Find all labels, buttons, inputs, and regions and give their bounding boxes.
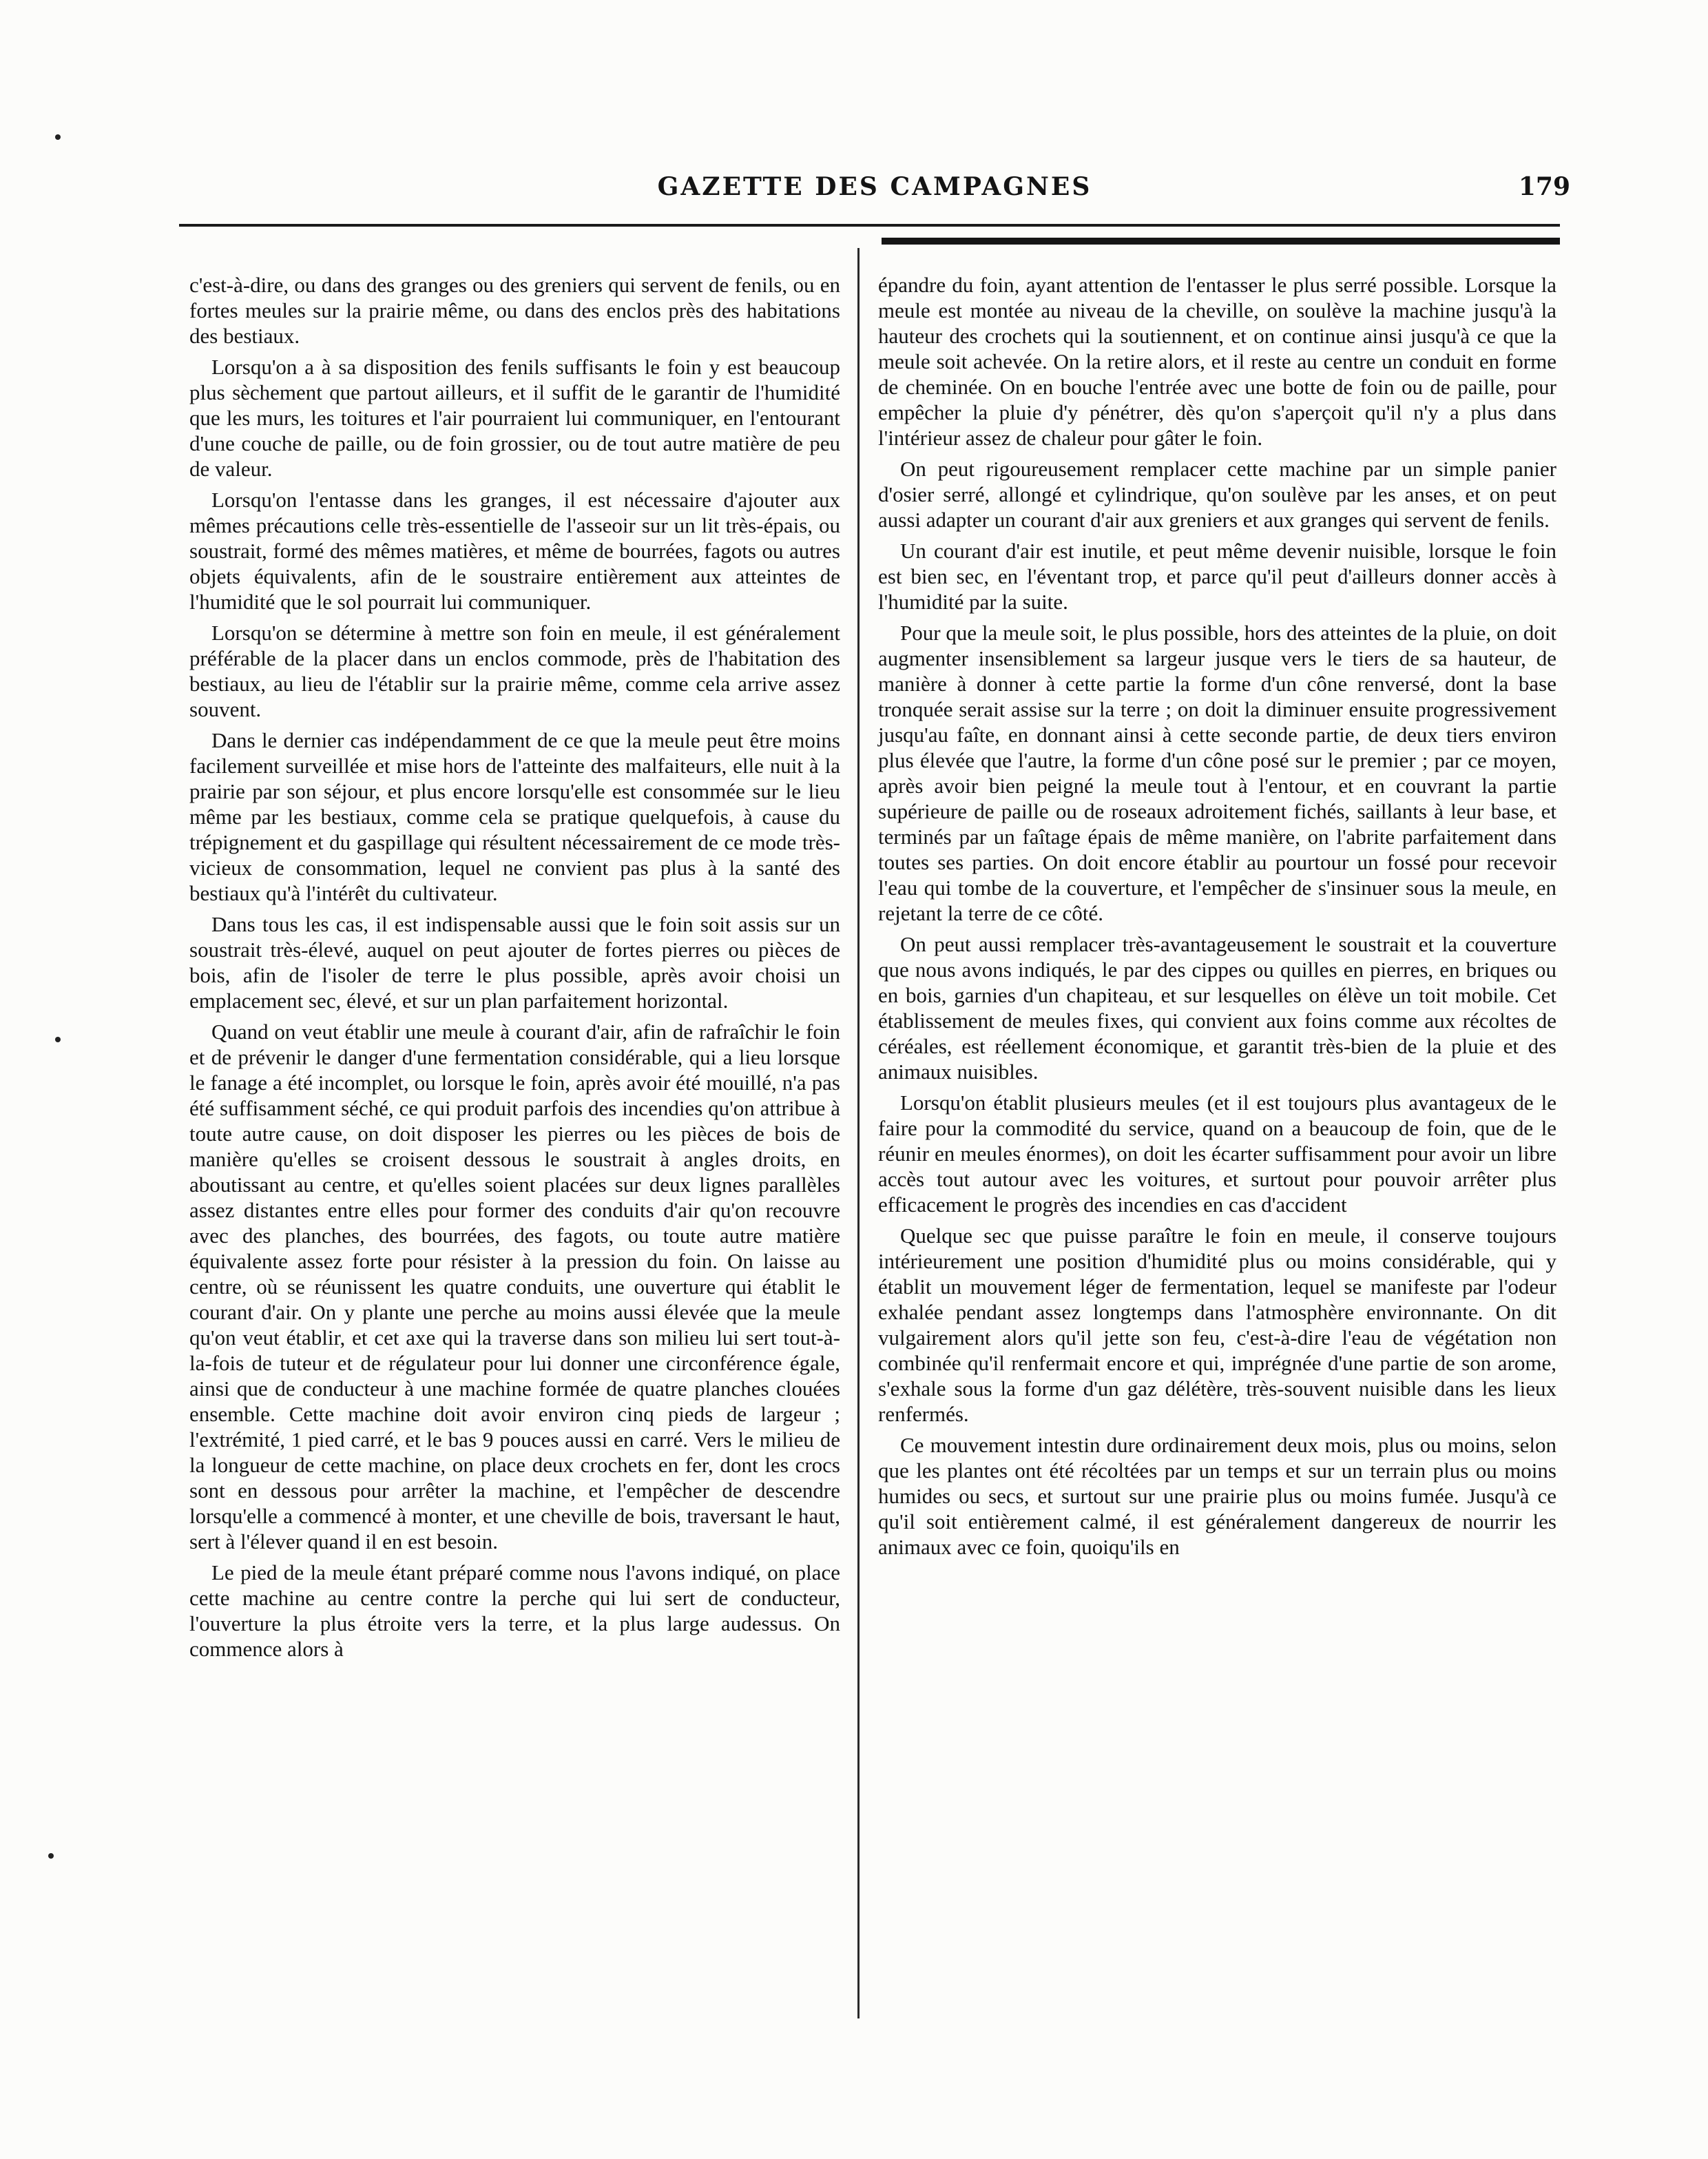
paragraph: Lorsqu'on a à sa disposition des fenils suffisants le foin y est beaucoup plus sèchement que partout ailleurs, et il suffit de le garantir de l'humidité que les murs, les toitures et l'air pourraient lui communiquer, en l'entourant d'une couche de paille, ou de foin grossier, ou de tout autre matière de peu de valeur. bbox=[189, 355, 840, 481]
paragraph: Quelque sec que puisse paraître le foin en meule, il conserve toujours intérieurement une position d'humidité plus ou moins considérable, qui y établit un mouvement léger de fermentation, lequel se manifeste par l'odeur exhalée pendant assez longtemps dans l'atmosphère environnante. On dit vulgairement alors qu'il jette son feu, c'est-à-dire l'eau de végétation non combinée qu'il renfermait encore et qui, imprégnée d'une partie de son arome, s'exhale sous la forme d'un gaz délétère, très-souvent nuisible dans les lieux renfermés. bbox=[878, 1223, 1556, 1426]
paragraph: On peut rigoureusement remplacer cette machine par un simple panier d'osier serré, allongé et cylindrique, qu'on soulève par les anses, et on peut aussi adapter un courant d'air aux greniers et aux granges qui servent de fenils. bbox=[878, 457, 1556, 532]
column-divider bbox=[857, 248, 860, 2018]
paragraph: Lorsqu'on l'entasse dans les granges, il est nécessaire d'ajouter aux mêmes précautions celle très-essentielle de l'asseoir sur un lit très-épais, ou soustrait, formé des mêmes matières, et même de bourrées, fagots ou autres objets équivalents, afin de le soustraire entièrement aux atteintes de l'humidité que le sol pourrait lui communiquer. bbox=[189, 488, 840, 614]
paragraph: Lorsqu'on se détermine à mettre son foin en meule, il est généralement préférable de la placer dans un enclos commode, près de l'habitation des bestiaux, au lieu de l'établir sur la prairie même, comme cela arrive assez souvent. bbox=[189, 621, 840, 721]
paragraph: Dans le dernier cas indépendamment de ce que la meule peut être moins facilement surveillée et mise hors de l'atteinte des malfaiteurs, elle nuit à la prairie par son séjour, et plus encore lorsqu'elle est consommée sur le lieu même par les bestiaux, comme cela se pratique quelquefois, à cause du trépignement et du gaspillage qui résultent nécessairement de ce mode très-vicieux de consommation, lequel ne convient pas plus à la santé des bestiaux qu'à l'intérêt du cultivateur. bbox=[189, 728, 840, 905]
paragraph: épandre du foin, ayant attention de l'entasser le plus serré possible. Lorsque la meule est montée au niveau de la cheville, on soulève la machine jusqu'à la hauteur des crochets qui la soutiennent, et on continue ainsi jusqu'à ce que la meule soit achevée. On la retire alors, et il reste au centre un conduit en forme de cheminée. On en bouche l'entrée avec une botte de foin ou de paille, pour empêcher la pluie d'y pénétrer, dès qu'on s'aperçoit qu'il n'y a plus dans l'intérieur assez de chaleur pour gâter le foin. bbox=[878, 273, 1556, 450]
page-title: GAZETTE DES CAMPAGNES bbox=[657, 172, 1092, 201]
ink-speck bbox=[55, 1037, 61, 1042]
page-header bbox=[179, 172, 1570, 214]
paragraph: Ce mouvement intestin dure ordinairement deux mois, plus ou moins, selon que les plantes ont été récoltées par un temps et sur un terrain plus ou moins humides ou secs, et surtout sur une prairie plus ou moins fumée. Jusqu'à ce qu'il soit entièrement calmé, il est généralement dangereux de nourrir les animaux avec ce foin, quoiqu'ils en bbox=[878, 1433, 1556, 1559]
paragraph: Quand on veut établir une meule à courant d'air, afin de rafraîchir le foin et de prévenir le danger d'une fermentation considérable, qui a lieu lorsque le fanage a été incomplet, ou lorsque le foin, après avoir été mouillé, n'a pas été suffisamment séché, ce qui produit parfois des incendies qu'on attribue à toute autre cause, on doit disposer les pierres ou les pièces de bois de manière qu'elles se croisent dessous le soustrait à angles droits, en aboutissant au centre, et qu'elles soient placées sur deux lignes parallèles assez distantes entre elles pour former des conduits d'air qu'on recouvre avec des planches, des bourrées, des fagots, ou toute autre matière équivalente assez forte pour résister à la pression du foin. On laisse au centre, où se réunissent les quatre conduits, une ouverture qui établit le courant d'air. On y plante une perche au moins aussi élevée que la meule qu'on veut établir, et cet axe qui la traverse dans son milieu lui sert tout-à-la-fois de tuteur et de régulateur pour lui donner une circonférence égale, ainsi que de conducteur à une machine formée de quatre planches clouées ensemble. Cette machine doit avoir environ cinq pieds de largeur ; l'extrémité, 1 pied carré, et le bas 9 pouces aussi en carré. Vers le milieu de la longueur de cette machine, on place deux crochets en fer, dont les crocs sont en dessous pour arrêter la machine, et l'empêcher de descendre lorsqu'elle a commencé à monter, et une cheville de bois, traversant le haut, sert à l'élever quand il en est besoin. bbox=[189, 1020, 840, 1553]
left-column bbox=[189, 272, 840, 1667]
page-number: 179 bbox=[1518, 172, 1570, 201]
header-rule-thick bbox=[882, 238, 1560, 245]
paragraph: Dans tous les cas, il est indispensable aussi que le foin soit assis sur un soustrait très-élevé, auquel on peut ajouter de fortes pierres ou pièces de bois, afin de l'isoler de terre le plus possible, après avoir choisi un emplacement sec, élevé, et sur un plan parfaitement horizontal. bbox=[189, 912, 840, 1013]
header-rule bbox=[179, 224, 1560, 227]
ink-speck bbox=[48, 1853, 54, 1859]
ink-speck bbox=[55, 134, 61, 140]
paragraph: Le pied de la meule étant préparé comme nous l'avons indiqué, on place cette machine au centre contre la perche qui lui sert de conducteur, l'ouverture la plus étroite vers la terre, et la plus large audessus. On commence alors à bbox=[189, 1560, 840, 1661]
paragraph: Pour que la meule soit, le plus possible, hors des atteintes de la pluie, on doit augmenter insensiblement sa largeur jusque vers le tiers de sa hauteur, de manière à donner à cette partie la forme d'un cône renversé, dont la base tronquée serait assise sur la terre ; on doit la diminuer ensuite progressivement jusqu'au faîte, en donnant ainsi à cette seconde partie, de deux tiers environ plus élevée que l'autre, la forme d'un cône posé sur le premier ; par ce moyen, après avoir bien peigné la meule tout à l'entour, et en couvrant la partie supérieure de paille ou de roseaux adroitement fichés, saillants à leur base, et terminés par un faîtage épais de même manière, on l'abrite parfaitement dans toutes ses parties. On doit encore établir au pourtour un fossé pour recevoir l'eau qui tombe de la couverture, et l'empêcher de s'insinuer sous la meule, en rejetant la terre de ce côté. bbox=[878, 621, 1556, 925]
paragraph: c'est-à-dire, ou dans des granges ou des greniers qui servent de fenils, ou en fortes meules sur la prairie même, ou dans des enclos près des habitations des bestiaux. bbox=[189, 273, 840, 348]
paragraph: On peut aussi remplacer très-avantageusement le soustrait et la couverture que nous avons indiqués, le par des cippes ou quilles en pierres, en briques ou en bois, garnies d'un chapiteau, et sur lesquelles on élève un toit mobile. Cet établissement de meules fixes, qui convient aux foins comme aux récoltes de céréales, est réellement économique, et garantit très-bien de la pluie et des animaux nuisibles. bbox=[878, 932, 1556, 1084]
paragraph: Un courant d'air est inutile, et peut même devenir nuisible, lorsque le foin est bien sec, en l'éventant trop, et parce qu'il peut d'ailleurs donner accès à l'humidité par la suite. bbox=[878, 539, 1556, 614]
right-column bbox=[878, 272, 1556, 1565]
paragraph: Lorsqu'on établit plusieurs meules (et il est toujours plus avantageux de le faire pour la commodité du service, quand on a beaucoup de foin, que de le réunir en meules énormes), on doit les écarter suffisamment pour avoir un libre accès tout autour avec les voitures, et surtout pour pouvoir arrêter plus efficacement le progrès des incendies en cas d'accident bbox=[878, 1091, 1556, 1217]
